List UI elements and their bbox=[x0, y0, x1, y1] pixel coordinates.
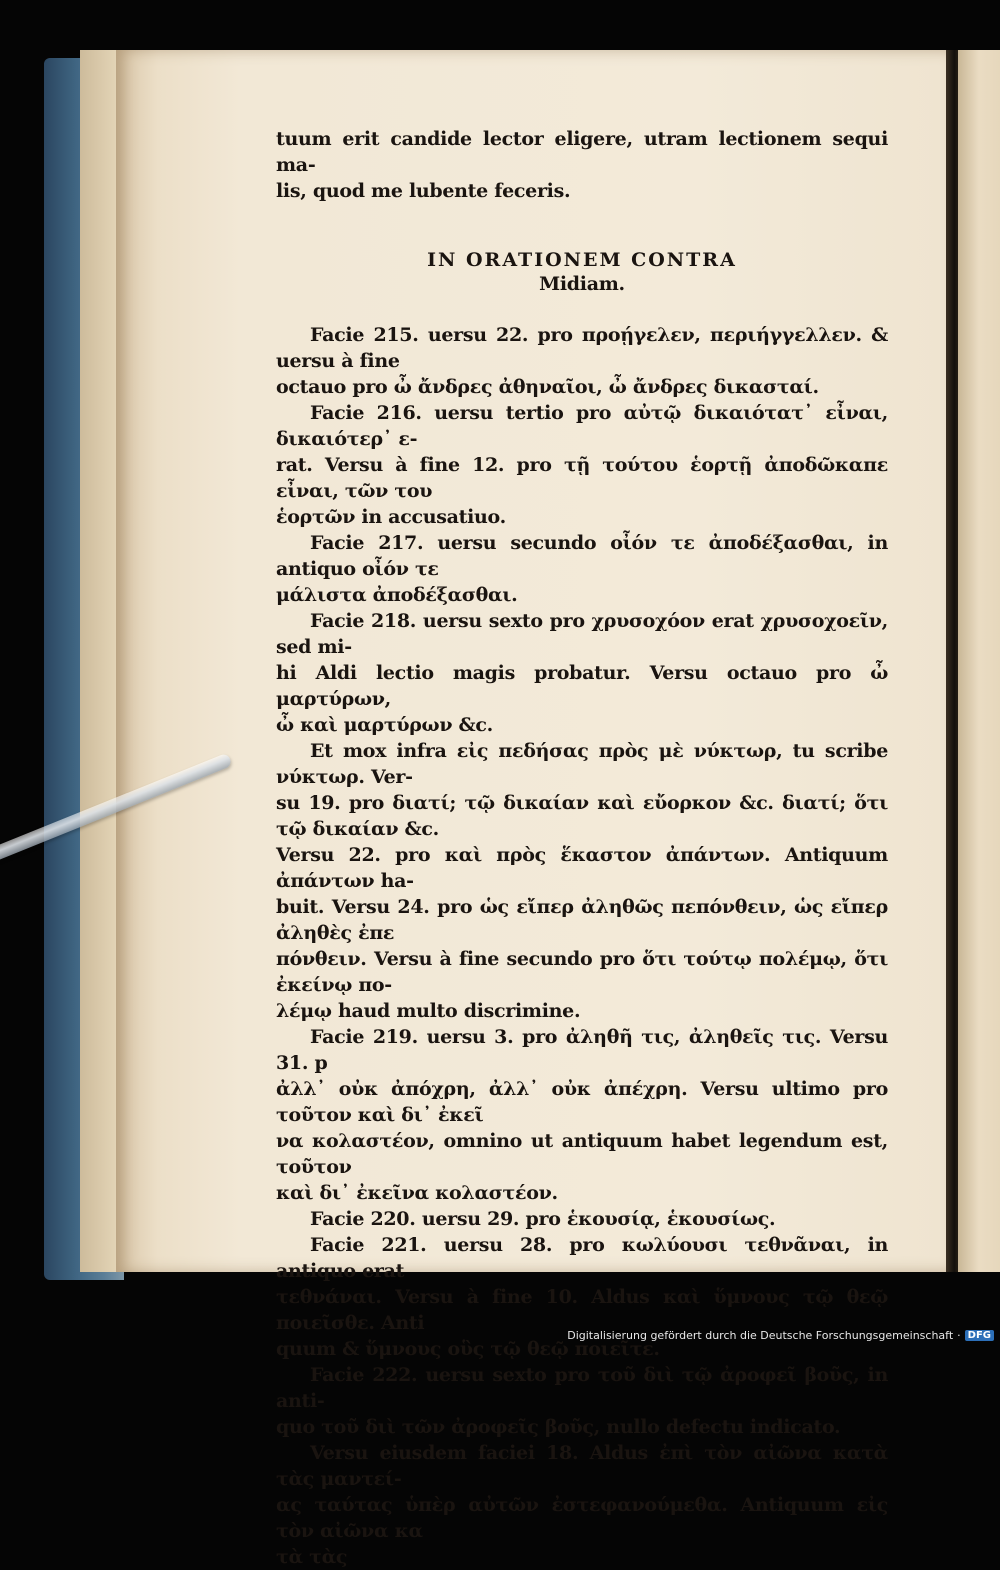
dfg-logo: DFG bbox=[965, 1330, 994, 1341]
body-line: ἑορτῶν in accusatiuo. bbox=[276, 506, 506, 528]
section-heading bbox=[276, 248, 888, 296]
body-line: να κολαστέον, omnino ut antiquum habet legendum est, τοῦτον bbox=[276, 1130, 888, 1178]
body-line: Facie 219. uersu 3. pro ἀληθῆ τις, ἀληθεῖς τις. Versu 31. p bbox=[276, 1026, 888, 1074]
body-line: su 19. pro διατί; τῷ δικαίαν καὶ εὔορκον &c. διατί; ὅτι τῷ δικαίαν &c. bbox=[276, 792, 888, 840]
body-line: καὶ δι᾽ ἐκεῖνα κολαστέον. bbox=[276, 1182, 558, 1204]
next-page-edge bbox=[958, 50, 1000, 1272]
body-line: τεθνάναι. Versu à fine 10. Aldus καὶ ὕμνους τῷ θεῷ ποιεῖσθε. Anti bbox=[276, 1286, 888, 1334]
body-line: Facie 216. uersu tertio pro αὐτῷ δικαιότατ᾽ εἶναι, δικαιότερ᾽ ε- bbox=[276, 402, 888, 450]
body-line: Facie 215. uersu 22. pro προῄγελεν, περιήγγελλεν. & uersu à fine bbox=[276, 324, 888, 372]
page-text bbox=[276, 126, 888, 1570]
body-line: Facie 220. uersu 29. pro ἑκουσίᾳ, ἑκουσίως. bbox=[310, 1208, 776, 1230]
body-line: hi Aldi lectio magis probatur. Versu octauo pro ὦ μαρτύρων, bbox=[276, 662, 888, 710]
intro-line-1: tuum erit candide lector eligere, utram lectionem sequi ma- bbox=[276, 128, 888, 176]
body-line: Facie 217. uersu secundo οἶόν τε ἀποδέξασθαι, in antiquo οἶόν τε bbox=[276, 532, 888, 580]
body-line: μάλιστα ἀποδέξασθαι. bbox=[276, 584, 518, 606]
body-line: rat. Versu à fine 12. pro τῇ τούτου ἑορτῇ ἀποδῶκαπε εἶναι, τῶν του bbox=[276, 454, 888, 502]
body-line: ας ταύτας ὑπὲρ αὐτῶν ἐστεφανούμεθα. Antiquum εἰς τὸν αἰῶνα κα bbox=[276, 1494, 888, 1542]
body-line: Versu eiusdem faciei 18. Aldus ἐπὶ τὸν αἰῶνα κατὰ τὰς μαντεί- bbox=[276, 1442, 888, 1490]
intro-line-2: lis, quod me lubente feceris. bbox=[276, 180, 571, 202]
body-line: Facie 222. uersu sexto pro τοῦ διὶ τῷ ἀροφεῖ βοῦς, in anti- bbox=[276, 1364, 888, 1412]
body-line: quum & ὕμνους οὓς τῷ θεῷ ποιεῖτε. bbox=[276, 1338, 660, 1360]
catchword: τὰ τὰς bbox=[276, 1546, 348, 1568]
body-lines bbox=[276, 322, 888, 1544]
body-line: πόνθειν. Versu à fine secundo pro ὅτι τούτῳ πολέμῳ, ὅτι ἐκείνῳ πο- bbox=[276, 948, 888, 996]
body-line: ἀλλ᾽ οὐκ ἀπόχρη, ἀλλ᾽ οὐκ ἀπέχρη. Versu ultimo pro τοῦτον καὶ δι᾽ ἐκεῖ bbox=[276, 1078, 888, 1126]
footer-bar: Digitalisierung gefördert durch die Deutsche Forschungsgemeinschaft · DFG bbox=[0, 1326, 1000, 1344]
body-line: λέμῳ haud multo discrimine. bbox=[276, 1000, 581, 1022]
body-line: Versu 22. pro καὶ πρὸς ἕκαστον ἀπάντων. Antiquum ἀπάντων ha- bbox=[276, 844, 888, 892]
body-line: quo τοῦ διὶ τῶν ἀροφεῖς βοῦς, nullo defectu indicato. bbox=[276, 1416, 841, 1438]
body-line: Facie 218. uersu sexto pro χρυσοχόον erat χρυσοχοεῖν, sed mi- bbox=[276, 610, 888, 658]
body-line: ὦ καὶ μαρτύρων &c. bbox=[276, 714, 493, 736]
body-line: Et mox infra εἰς πεδήσας πρὸς μὲ νύκτωρ, tu scribe νύκτωρ. Ver- bbox=[276, 740, 888, 788]
body-line: octauo pro ὦ ἄνδρες ἀθηναῖοι, ὦ ἄνδρες δικασταί. bbox=[276, 376, 819, 398]
heading-line-1: IN ORATIONEM CONTRA bbox=[427, 249, 737, 271]
footer-text: Digitalisierung gefördert durch die Deutsche Forschungsgemeinschaft bbox=[567, 1328, 954, 1342]
body-line: buit. Versu 24. pro ὡς εἴπερ ἀληθῶς πεπόνθειν, ὡς εἴπερ ἀληθὲς ἐπε bbox=[276, 896, 888, 944]
body-line: Facie 221. uersu 28. pro κωλύουσι τεθνᾶναι, in antiquo erat bbox=[276, 1234, 888, 1282]
heading-line-2: Midiam. bbox=[539, 273, 625, 295]
